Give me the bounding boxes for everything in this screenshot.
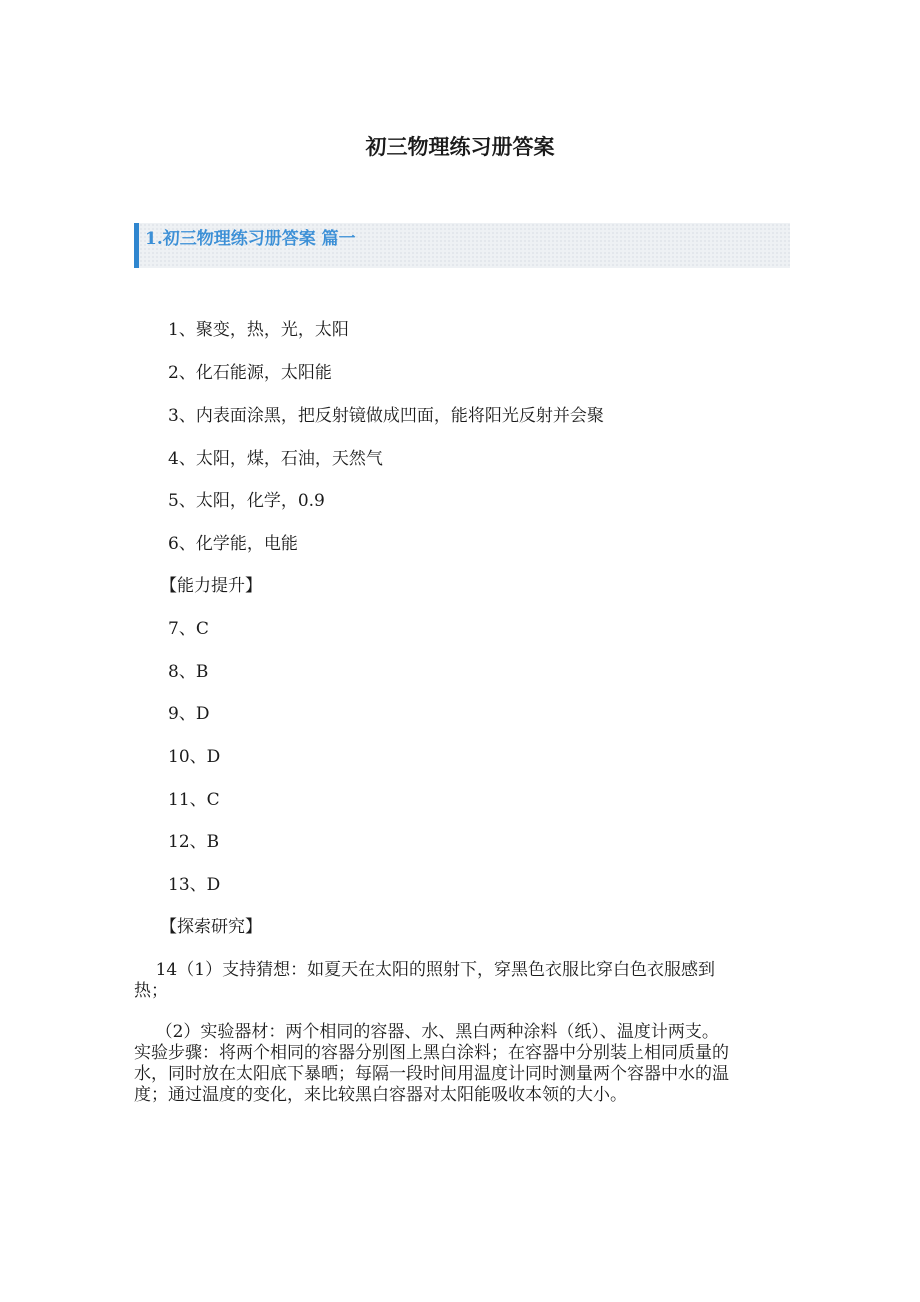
q14-part1-paragraph bbox=[134, 960, 794, 1002]
section-header bbox=[134, 223, 790, 268]
answer-3: 3、内表面涂黑，把反射镜做成凹面，能将阳光反射并会聚 bbox=[168, 406, 604, 426]
answer-7: 7、C bbox=[168, 619, 209, 639]
q14-part2-line: 水，同时放在太阳底下暴晒；每隔一段时间用温度计同时测量两个容器中水的温 bbox=[134, 1064, 729, 1084]
answer-12: 12、B bbox=[168, 832, 220, 852]
q14-part2-line: 度；通过温度的变化，来比较黑白容器对太阳能吸收本领的大小。 bbox=[134, 1085, 627, 1105]
ability-section-label: 【能力提升】 bbox=[160, 576, 262, 596]
document-title: 初三物理练习册答案 bbox=[365, 134, 555, 159]
q14-part1-line: 热； bbox=[134, 981, 168, 1001]
q14-part2-line: （2）实验器材：两个相同的容器、水、黑白两种涂料（纸）、温度计两支。 bbox=[134, 1022, 719, 1042]
answer-1: 1、聚变，热，光，太阳 bbox=[168, 320, 349, 340]
explore-section-label: 【探索研究】 bbox=[160, 917, 262, 937]
answer-5: 5、太阳，化学，0.9 bbox=[168, 491, 325, 511]
answer-4: 4、太阳，煤，石油，天然气 bbox=[168, 449, 383, 469]
answer-8: 8、B bbox=[168, 662, 209, 682]
answer-11: 11、C bbox=[168, 790, 220, 810]
answer-6: 6、化学能，电能 bbox=[168, 534, 298, 554]
section-header-text: 1.初三物理练习册答案 篇一 bbox=[145, 229, 356, 249]
q14-part2-paragraph bbox=[134, 1022, 794, 1106]
answer-13: 13、D bbox=[168, 875, 221, 895]
q14-part2-line: 实验步骤：将两个相同的容器分别图上黑白涂料；在容器中分别装上相同质量的 bbox=[134, 1043, 729, 1063]
q14-part1-line: 14（1）支持猜想：如夏天在太阳的照射下，穿黑色衣服比穿白色衣服感到 bbox=[134, 960, 716, 980]
answer-9: 9、D bbox=[168, 704, 210, 724]
answer-2: 2、化石能源，太阳能 bbox=[168, 363, 332, 383]
answer-10: 10、D bbox=[168, 747, 221, 767]
